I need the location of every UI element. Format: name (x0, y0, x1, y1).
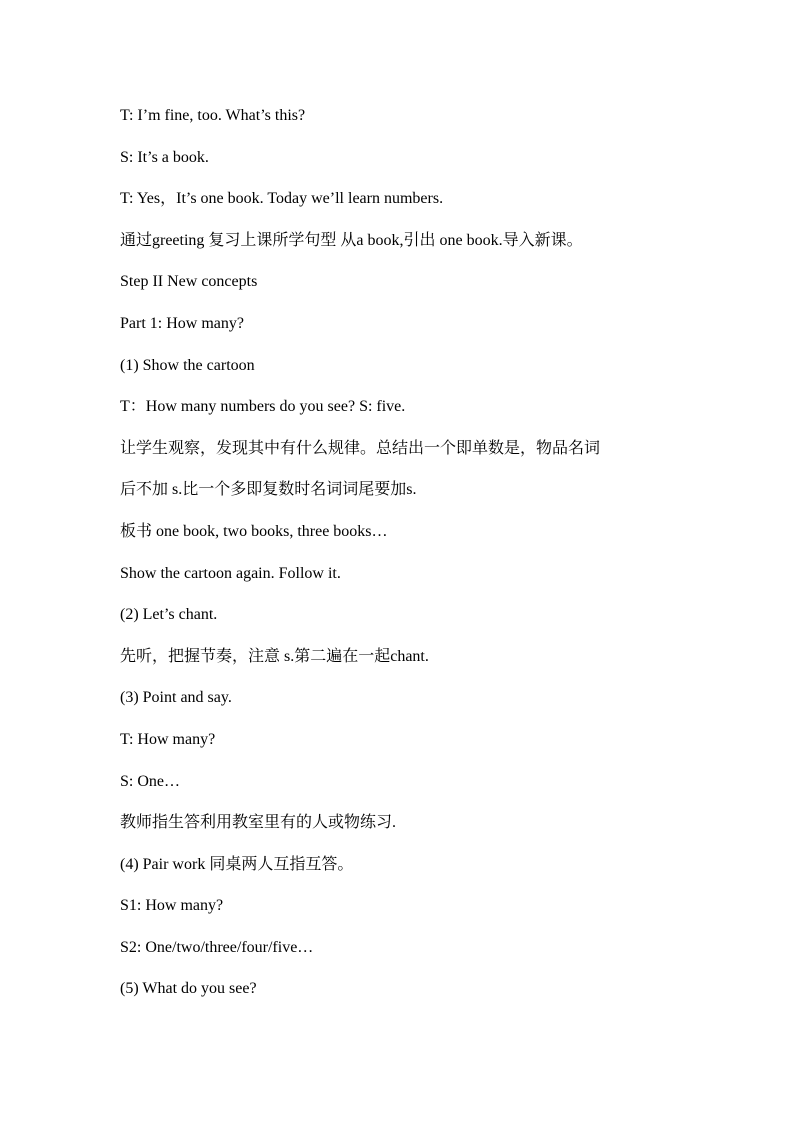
activity-heading: (1) Show the cartoon (120, 356, 255, 374)
instruction-line: Show the cartoon again. Follow it. (120, 564, 341, 582)
dialogue-line-student: S2: One/two/three/four/five… (120, 938, 314, 956)
lesson-plan-body (120, 104, 680, 1019)
blackboard-note: 板书 one book, two books, three books… (120, 522, 388, 540)
step-heading: Step II New concepts (120, 273, 258, 291)
dialogue-line-student: S1: How many? (120, 897, 224, 915)
lesson-note: 后不加 s.比一个多即复数时名词词尾要加s. (120, 481, 417, 499)
dialogue-line-teacher: T: How many? (120, 730, 216, 748)
dialogue-line-student: S: It’s a book. (120, 148, 209, 166)
activity-heading: (2) Let’s chant. (120, 606, 218, 624)
dialogue-line-student: S: One… (120, 772, 180, 790)
lesson-note: 教师指生答利用教室里有的人或物练习. (120, 814, 397, 832)
activity-heading: (3) Point and say. (120, 689, 232, 707)
activity-heading: (4) Pair work 同桌两人互指互答。 (120, 855, 354, 873)
part-heading: Part 1: How many? (120, 314, 244, 332)
dialogue-line-teacher: T: Yes，It’s one book. Today we’ll learn numbers. (120, 190, 444, 208)
dialogue-line-teacher: T: I’m fine, too. What’s this? (120, 107, 306, 124)
activity-heading: (5) What do you see? (120, 980, 257, 998)
lesson-note: 先听，把握节奏，注意 s.第二遍在一起chant. (120, 647, 429, 665)
lesson-note: 让学生观察，发现其中有什么规律。总结出一个即单数是，物品名词 (120, 439, 601, 457)
dialogue-line-teacher: T：How many numbers do you see? S: five. (120, 398, 406, 416)
lesson-note: 通过greeting 复习上课所学句型 从a book,引出 one book.导入新课。 (120, 231, 583, 249)
